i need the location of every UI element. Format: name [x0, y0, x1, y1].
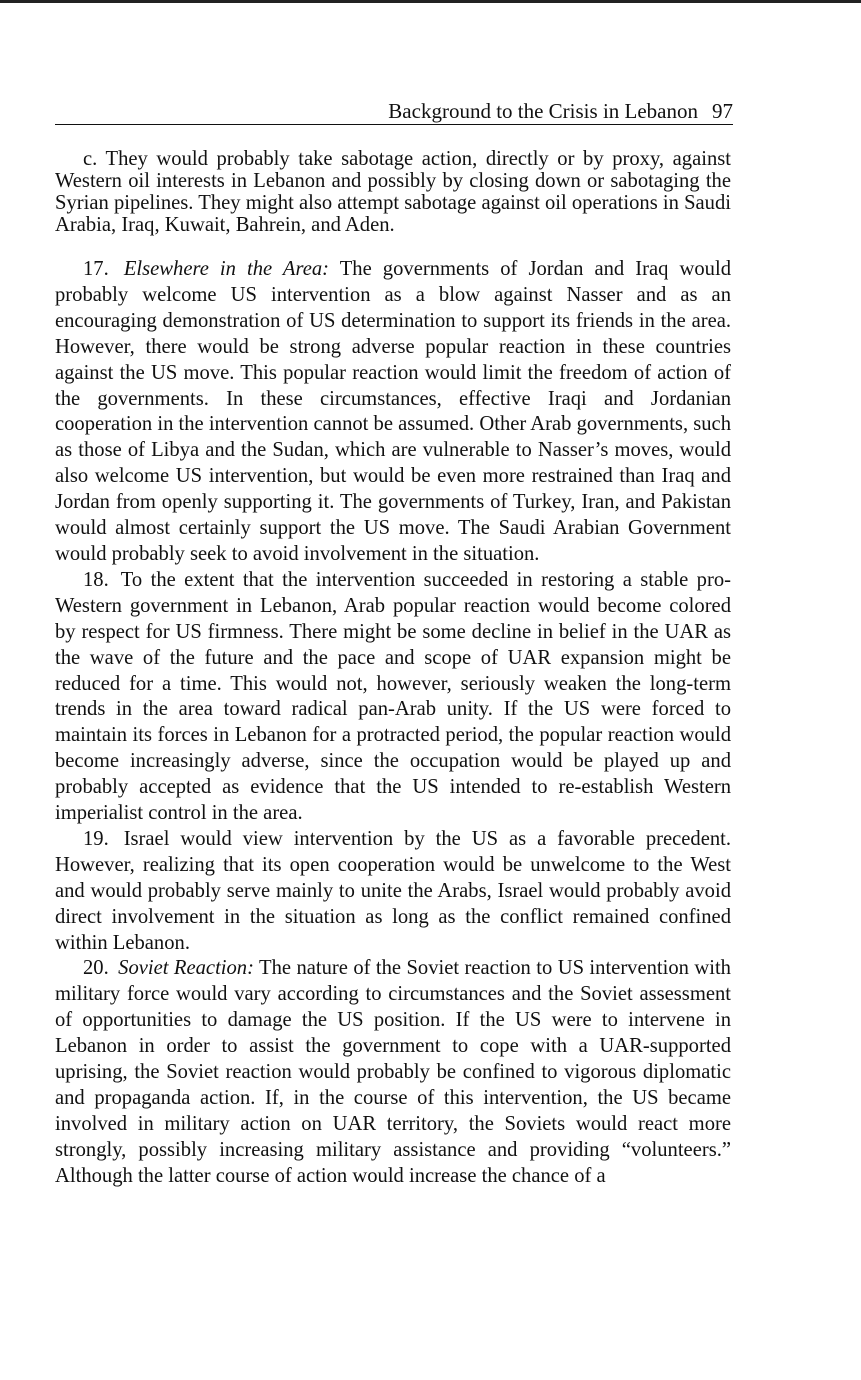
paragraph-20: [55, 956, 731, 1189]
paragraph-19-text: Israel would view intervention by the US as a favorable precedent. However, realizing that its open cooperation would be unwelcome to the West and would probably serve mainly to unite the Arabs, Israel would probably avoid direct involvement in the situation as long as the conflict remained confined within Lebanon.: [55, 827, 732, 954]
paragraph-20-text: The nature of the Soviet reaction to US intervention with military force would vary according to circumstances and the Soviet assessment of opportunities to damage the US position. If the US were to intervene in Lebanon in order to assist the government to cope with a UAR-supported uprising, the Soviet reaction would probably be confined to vigorous diplomatic and propaganda action. If, in the course of this intervention, the US became involved in military action on UAR territory, the Soviets would react more strongly, possibly increasing military assistance and providing “volunteers.” Although the latter course of action would increase the chance of a: [55, 957, 731, 1187]
paragraph-20-number: 20.: [83, 957, 109, 980]
running-head-title: Background to the Crisis in Lebanon: [388, 99, 698, 123]
running-head: [55, 98, 733, 125]
paragraph-18-text: To the extent that the intervention succeeded in restoring a stable pro-Western government in Lebanon, Arab popular reaction would become colored by respect for US firmness. There might be some decline in belief in the UAR as the wave of the future and the pace and scope of UAR expansion might be reduced for a time. This would not, however, seriously weaken the long-term trends in the area toward radical pan-Arab unity. If the US were forced to maintain its forces in Lebanon for a protracted period, the popular reaction would become increasingly adverse, since the occupation would be played up and probably accepted as evidence that the US intended to re-establish Western imperialist control in the area.: [55, 568, 731, 825]
paragraph-19: [55, 827, 731, 957]
paragraph-17-heading: Elsewhere in the Area:: [123, 258, 330, 280]
body-text: [55, 148, 731, 1190]
paragraph-17-number: 17.: [83, 258, 109, 280]
paragraph-17: [55, 257, 731, 568]
page-top-edge: [0, 0, 861, 3]
paragraph-c-text: c. They would probably take sabotage action, directly or by proxy, against Western oil interests in Lebanon and possibly by closing down or sabotaging the Syrian pipelines. They might also attempt sabotage against oil operations in Saudi Arabia, Iraq, Kuwait, Bahrein, and Aden.: [55, 148, 731, 236]
paragraph-17-text: The governments of Jordan and Iraq would probably welcome US intervention as a blow against Nasser and as an encouraging demonstration of US determination to support its friends in the area. However, there would be strong adverse popular reaction in these countries against the US move. This popular reaction would limit the freedom of action of the governments. In these circumstances, effective Iraqi and Jordanian cooperation in the intervention cannot be assumed. Other Arab governments, such as those of Libya and the Sudan, which are vulnerable to Nasser’s moves, would also welcome US intervention, but would be even more restrained than Iraq and Jordan from openly supporting it. The governments of Turkey, Iran, and Pakistan would almost certainly support the US move. The Saudi Arabian Government would probably seek to avoid involvement in the situation.: [55, 258, 731, 565]
paragraph-20-heading: Soviet Reaction:: [118, 957, 254, 980]
paragraph-19-number: 19.: [83, 827, 109, 850]
page-number: 97: [712, 99, 733, 123]
paragraph-18: [55, 568, 731, 827]
paragraph-18-number: 18.: [83, 568, 109, 591]
paragraph-c: [55, 148, 731, 236]
